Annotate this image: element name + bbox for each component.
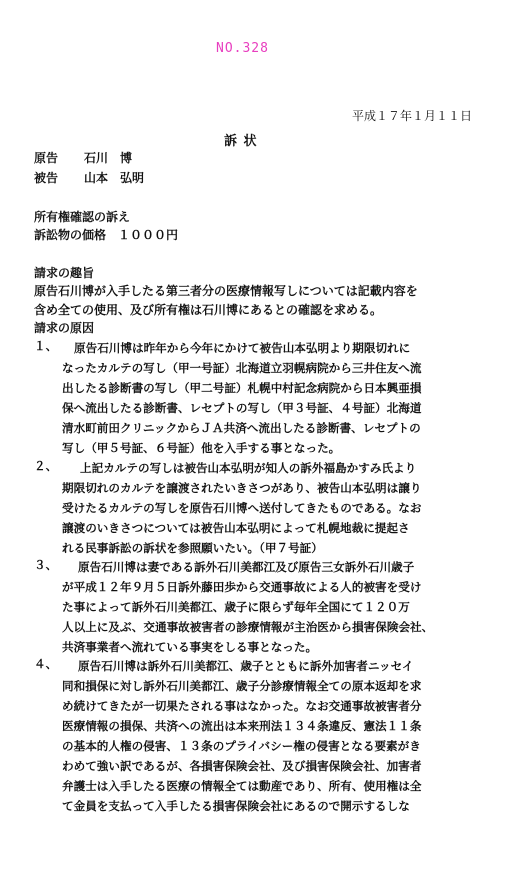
item-line: れる民事訴訟の訴状を参照願いたい。（甲７号証） (62, 541, 323, 555)
item-line: 原告石川博は昨年から今年にかけて被告山本弘明より期限切れに (74, 341, 411, 355)
claim-item (34, 458, 484, 558)
item-line: 期限切れのカルテを譲渡されたいきさつがあり、被告山本弘明は譲り (62, 481, 422, 495)
purpose-line: 原告石川博が入手したる第三者分の医療情報写しについては記載内容を (34, 284, 418, 298)
item-line: 人以上に及ぶ、交通事故被害者の診療情報が主治医から損害保険会社、 (62, 620, 434, 634)
item-number: ３、 (34, 558, 58, 572)
document-date: 平成１７年１月１１日 (351, 109, 472, 123)
claim-item (34, 557, 484, 657)
plaintiff-name: 石川 博 (84, 151, 133, 165)
heading-purpose: 請求の趣旨 (34, 266, 95, 280)
item-line: め続けてきたが一切果たされる事はなかった。なお交通事故被害者分 (62, 699, 422, 713)
item-number: ２、 (34, 459, 58, 473)
item-line: 原告石川博は妻である訴外石川美都江及び原告三女訴外石川歳子 (78, 560, 415, 574)
item-line: 受けたるカルテの写しを原告石川博へ送付してきたものである。なお (62, 501, 422, 515)
document-title: 訴 状 (224, 134, 258, 149)
plaintiff-role: 原告 (34, 151, 59, 165)
defendant-name: 山本 弘明 (84, 171, 145, 185)
item-line: なったカルテの写し（甲一号証）北海道立羽幌病院から三井住友へ流 (62, 361, 422, 375)
item-line: わめて強い訳であるが、各損害保険会社、及び損害保険会社、加害者 (62, 759, 422, 773)
item-line: 保へ流出したる診断書、レセプトの写し（甲３号証、４号証）北海道 (62, 401, 422, 415)
claim-value: 訴訟物の価格 １０００円 (34, 228, 179, 242)
item-line: 医療情報の損保、共済への流出は本来刑法１３４条違反、憲法１１条 (62, 719, 422, 733)
item-line: 清水町前田クリニックからＪＡ共済へ流出したる診断書、レセプトの (62, 421, 421, 435)
claim-item (34, 656, 484, 816)
item-line: 出したる診断書の写し（甲二号証）札幌中村記念病院から日本興亜損 (62, 381, 422, 395)
item-number: ４、 (34, 657, 58, 671)
item-line: 写し（甲５号証、６号証）他を入手する事となった。 (62, 441, 341, 455)
item-line: 弁護士は入手したる医療の情報全ては動産であり、所有、使用権は全 (62, 779, 422, 793)
document-number: NO.328 (216, 41, 269, 56)
item-line: の基本的人権の侵害、１３条のプライバシー権の侵害となる要素がき (62, 739, 421, 753)
item-line: 譲渡のいきさつについては被告山本弘明によって札幌地裁に提起さ (62, 521, 410, 535)
heading-cause: 請求の原因 (34, 321, 95, 335)
case-name: 所有権確認の訴え (34, 210, 131, 224)
purpose-line: 含め全ての使用、及び所有権は石川博にあるとの確認を求める。 (34, 303, 383, 317)
item-line: 原告石川博は訴外石川美都江、歳子とともに訴外加害者ニッセイ (78, 659, 414, 673)
item-line: て金員を支払って入手したる損害保険会社にあるので開示するしな (62, 799, 410, 813)
item-line: 上記カルテの写しは被告山本弘明が知人の訴外福島かすみ氏より (80, 461, 417, 475)
claim-item (34, 338, 484, 458)
item-line: た事によって訴外石川美都江、歳子に限らず毎年全国にて１２０万 (62, 600, 410, 614)
item-line: 同和損保に対し訴外石川美都江、歳子分診療情報全ての原本返却を求 (62, 679, 422, 693)
item-number: １、 (34, 339, 58, 353)
plaintiff-line (34, 149, 132, 166)
item-line: が平成１２年９月５日訴外藤田歩から交通事故による人的被害を受け (62, 580, 422, 594)
item-line: 共済事業者へ流れている事実をしる事となった。 (62, 640, 318, 654)
defendant-role: 被告 (34, 171, 59, 185)
defendant-line (34, 169, 144, 186)
